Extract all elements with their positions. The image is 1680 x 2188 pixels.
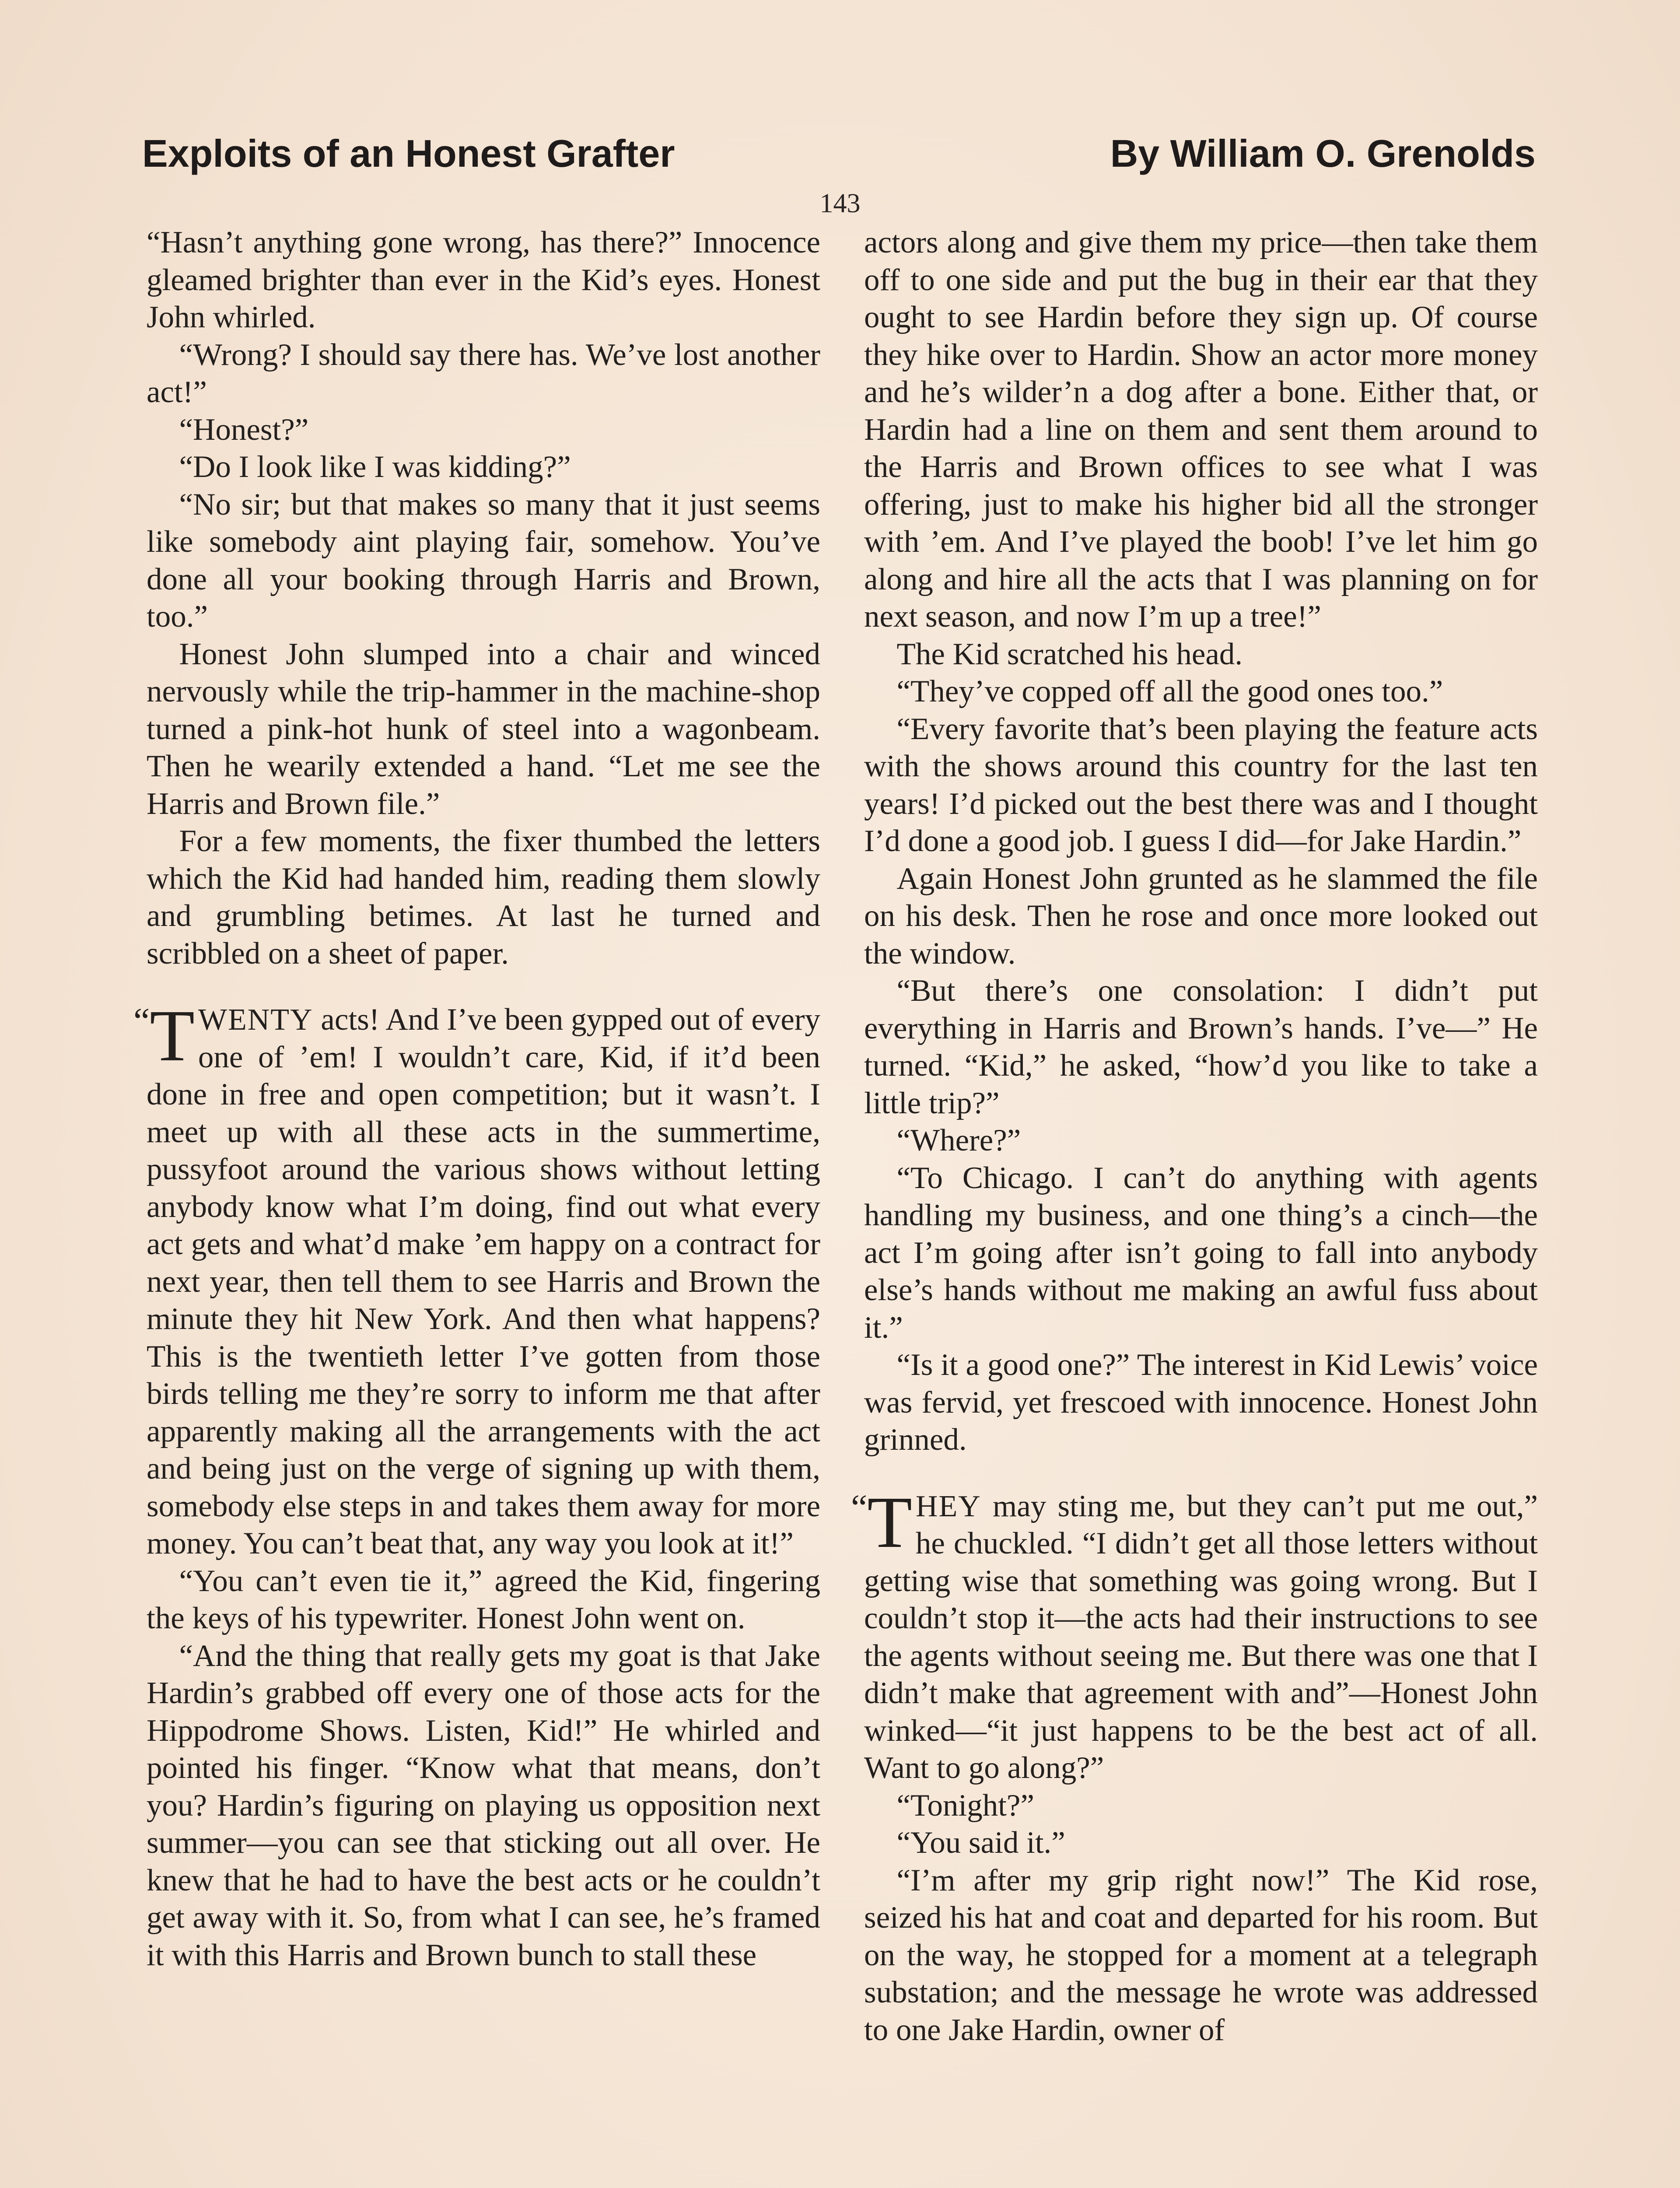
left-column (133, 224, 820, 2188)
paragraph: The Kid scratched his head. (896, 637, 1243, 671)
drop-cap: “T (851, 1481, 912, 1563)
paragraph: For a few moments, the fixer thumbed the letters which the Kid had handed him, reading them slowly and grumbling betimes. At last he turned and scribbled on a sheet of paper. (147, 824, 820, 971)
paragraph: “Wrong? I should say there has. We’ve lost another act!” (147, 337, 820, 409)
right-column (851, 224, 1538, 2188)
paragraph: “But there’s one consolation: I didn’t put everything in Harris and Brown’s hands. I’ve—” He turned. “Kid,” he asked, “how’d you like to take a little trip?” (864, 974, 1538, 1120)
paragraph: actors along and give them my price—then take them off to one side and put the bug in their ear that they ought to see Hardin before they sign up. Of course they hike over to Hardin. Show an actor more money and he’s wilder’n a dog after a bone. Either that, or Hardin had a line on them and sent them around to the Harris and Brown offices to see what I was offering, just to make his higher bid all the stronger with ’em. And I’ve played the boob! I’ve let him go along and hire all the acts that I was planning on for next season, and now I’m up a tree!” (864, 225, 1538, 634)
paragraph: “You said it.” (896, 1826, 1065, 1860)
paragraph: “I’m after my grip right now!” The Kid rose, seized his hat and coat and departed for his room. But on the way, he stopped for a moment at a telegraph substation; and the message he wrote was addressed to one Jake Hardin, owner of (864, 1863, 1538, 2047)
story-byline: By William O. Grenolds (1110, 132, 1536, 175)
paragraph: “You can’t even tie it,” agreed the Kid, fingering the keys of his typewriter. Honest John went on. (147, 1564, 820, 1635)
paragraph: “Where?” (896, 1123, 1021, 1157)
paragraph: “Is it a good one?” The interest in Kid Lewis’ voice was fervid, yet frescoed with innocence. Honest John grinned. (864, 1348, 1538, 1457)
paragraph: “Tonight?” (896, 1788, 1034, 1823)
small-caps-lead: HEY (915, 1489, 981, 1523)
page-number: 143 (819, 189, 861, 218)
paragraph: “Honest?” (179, 412, 309, 447)
paragraph: Again Honest John grunted as he slammed the file on his desk. Then he rose and once more looked out the window. (864, 861, 1538, 971)
paragraph: Honest John slumped into a chair and winced nervously while the trip-hammer in the machine-shop turned a pink-hot hunk of steel into a wagonbeam. Then he wearily extended a hand. “Let me see the Harris and Brown file.” (147, 637, 820, 821)
drop-cap-paragraph (851, 1481, 1538, 1787)
drop-cap: “T (133, 995, 195, 1076)
paragraph-text: acts! And I’ve been gypped out of every one of ’em! I wouldn’t care, Kid, if it’d been done in free and open competition; but it wasn’t. I meet up with all these acts in the summertime, pussyfoot around the various shows without letting anybody know what I’m doing, find out what every act gets and what’d make ’em happy on a contract for next year, then tell them to see Harris and Brown the minute they hit New York. And then what happens? This is the twentieth letter I’ve gotten from those birds telling me they’re sorry to inform me that after apparently making all the arrangements with the act and being just on the verge of signing up with them, somebody else steps in and takes them away for more money. You can’t beat that, any way you look at it!” (147, 1003, 820, 1560)
paragraph: “Hasn’t anything gone wrong, has there?” Innocence gleamed brighter than ever in the Kid’s eyes. Honest John whirled. (147, 225, 820, 334)
drop-cap-paragraph (133, 995, 820, 1563)
paragraph: “Do I look like I was kidding?” (179, 450, 571, 484)
running-header (142, 131, 1536, 179)
paragraph: “No sir; but that makes so many that it just seems like somebody aint playing fair, somehow. You’ve done all your booking through Harris and Brown, too.” (147, 487, 820, 634)
paragraph: “Every favorite that’s been playing the feature acts with the shows around this country for the last ten years! I’d picked out the best there was and I thought I’d done a good job. I guess I did—for Jake Hardin.” (864, 712, 1538, 858)
story-title: Exploits of an Honest Grafter (142, 132, 675, 175)
small-caps-lead: WENTY (198, 1003, 313, 1037)
paragraph-text: may sting me, but they can’t put me out,” he chuckled. “I didn’t get all those letters without getting wise that something was going wrong. But I couldn’t stop it—the acts had their instructions to see the agents without seeing me. But there was one that I didn’t make that agreement with and”—Honest John winked—“it just happens to be the best act of all. Want to go along?” (864, 1489, 1538, 1785)
paragraph: “And the thing that really gets my goat is that Jake Hardin’s grabbed off every one of those acts for the Hippodrome Shows. Listen, Kid!” He whirled and pointed his finger. “Know what that means, don’t you? Hardin’s figuring on playing us opposition next summer—you can see that sticking out all over. He knew that he had to have the best acts or he couldn’t get away with it. So, from what I can see, he’s framed it with this Harris and Brown bunch to stall these (147, 1638, 820, 1972)
paragraph: “They’ve copped off all the good ones too.” (896, 674, 1443, 708)
paragraph: “To Chicago. I can’t do anything with agents handling my business, and one thing’s a cinch—the act I’m going after isn’t going to fall into anybody else’s hands without me making an awful fuss about it.” (864, 1161, 1538, 1345)
